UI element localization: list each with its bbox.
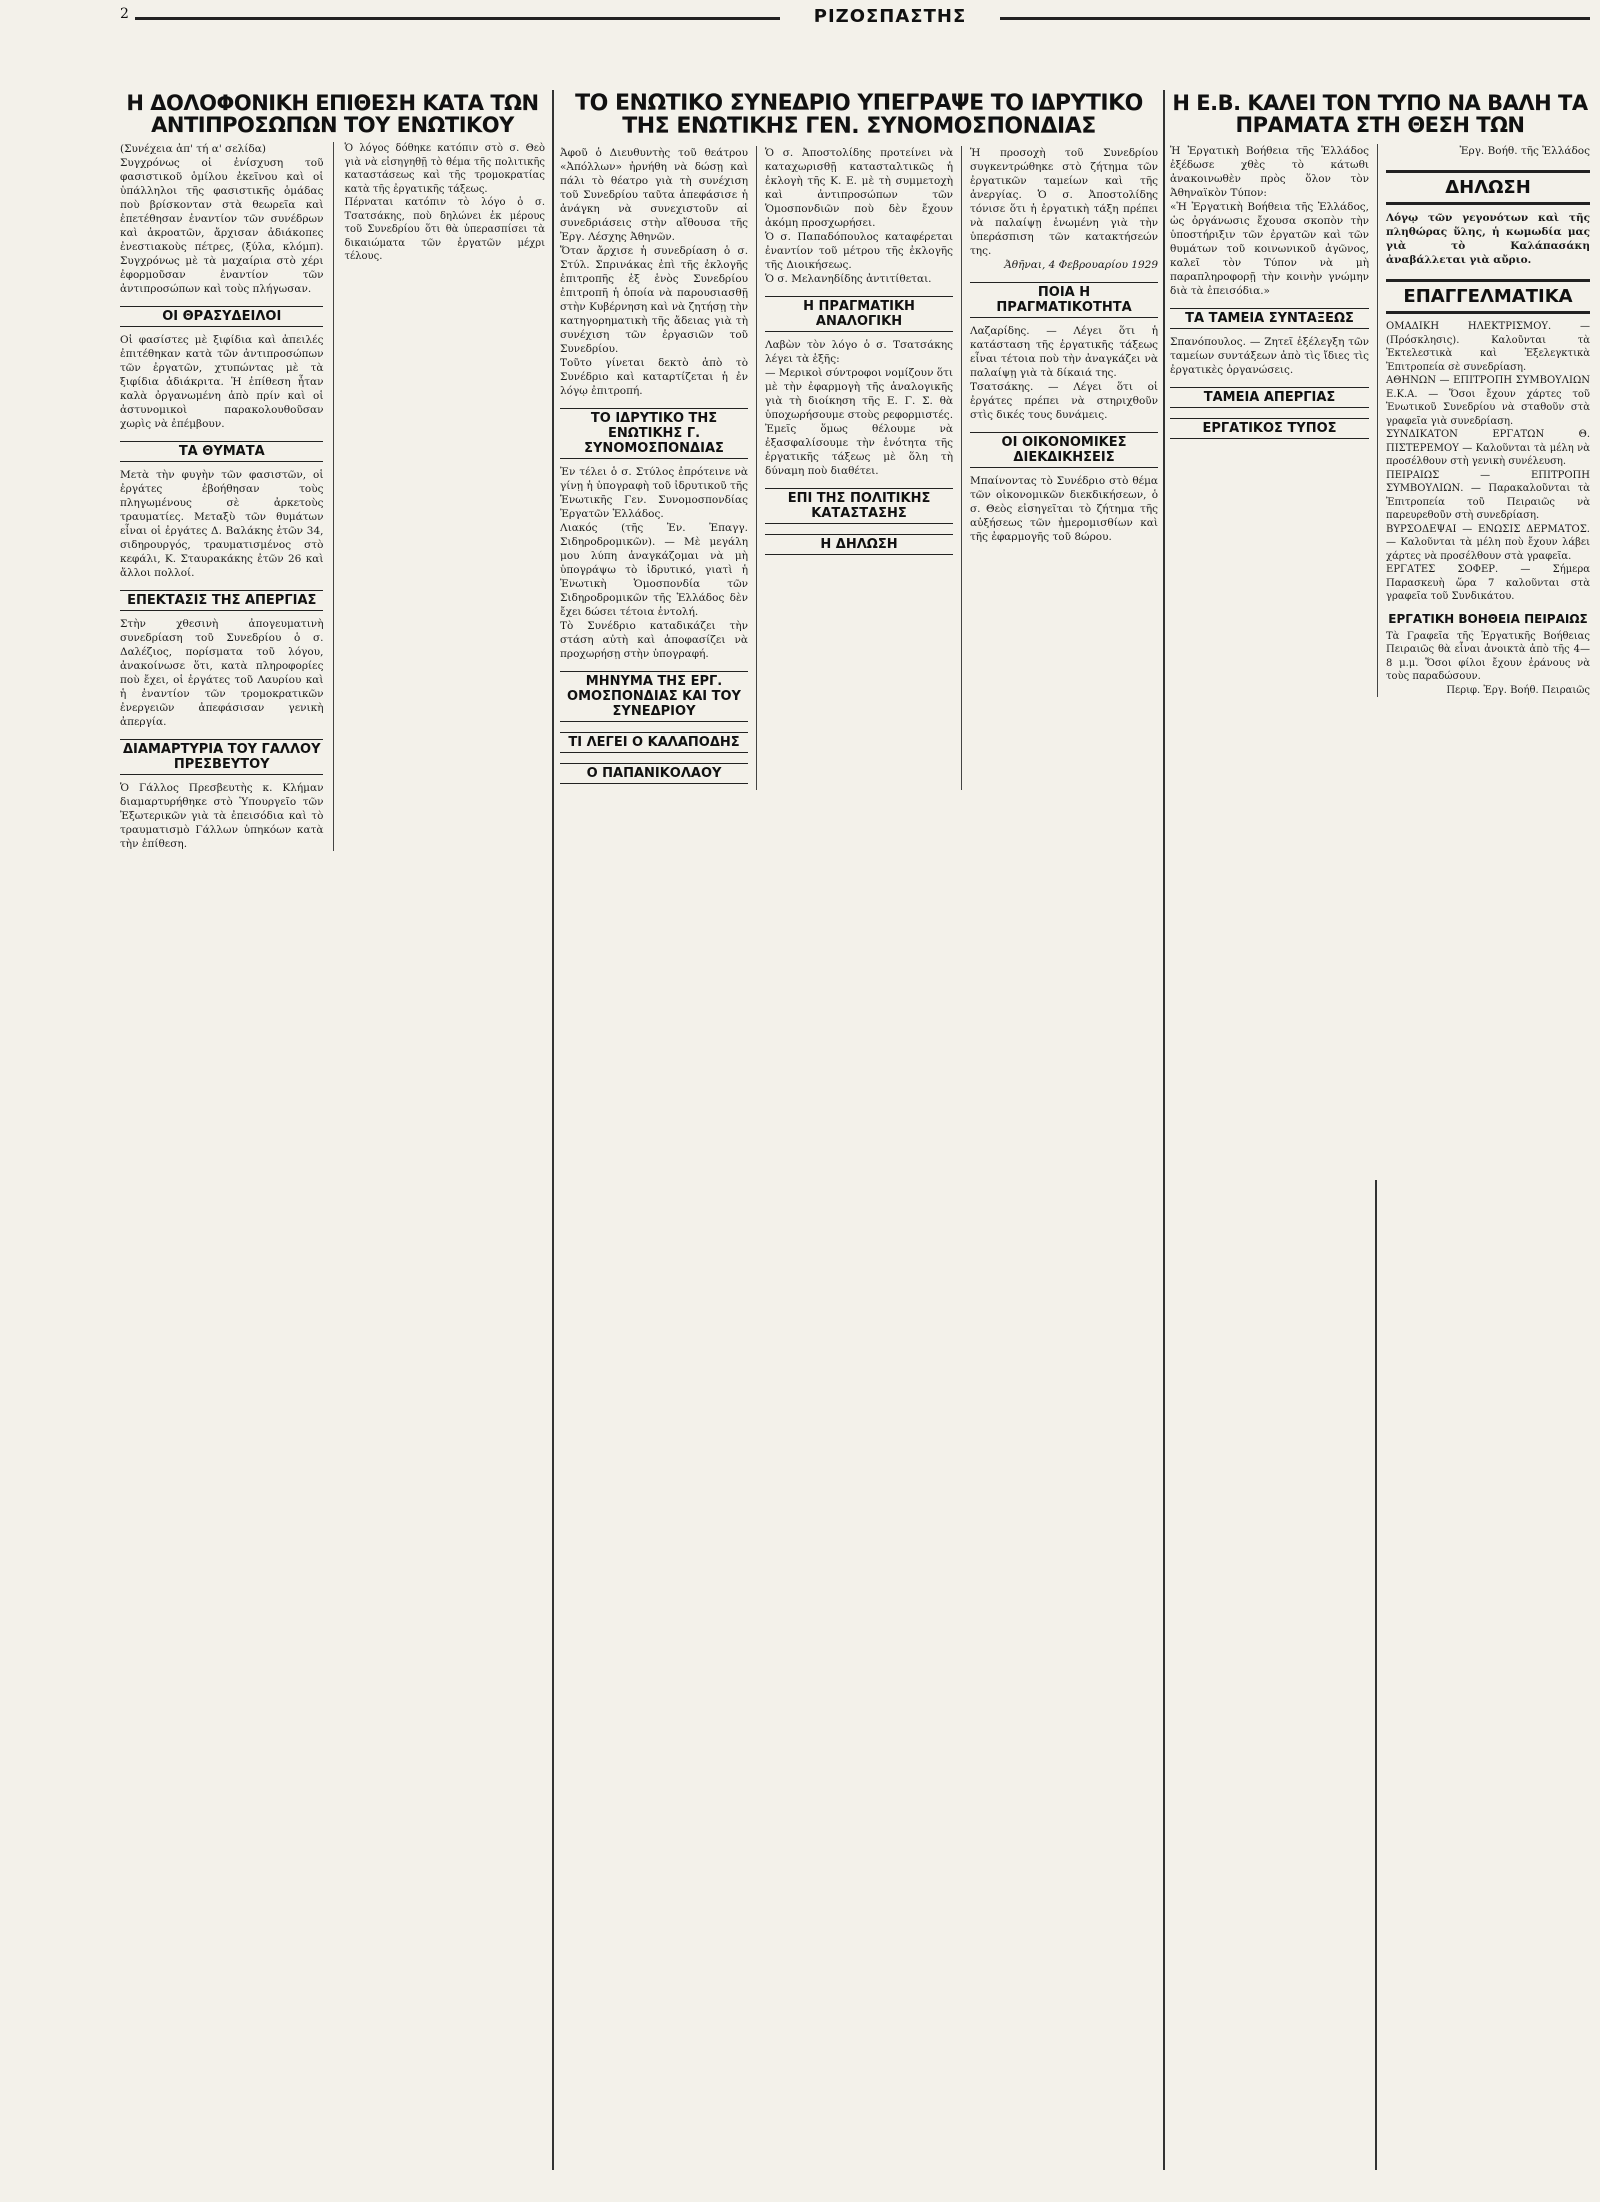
section-title: ΕΡΓΑΤΙΚΟΣ ΤΥΠΟΣ — [1170, 418, 1369, 439]
headline-congress: ΤΟ ΕΝΩΤΙΚΟ ΣΥΝΕΔΡΙΟ ΥΠΕΓΡΑΨΕ ΤΟ ΙΔΡΥΤΙΚΟ ΤΗΣ ΕΝΩΤΙΚΗΣ ΓΕΝ. ΣΥΝΟΜΟΣΠΟΝΔΙΑΣ — [575, 91, 1143, 140]
section-title: Η ΠΡΑΓΜΑΤΙΚΗ ΑΝΑΛΟΓΙΚΗ — [765, 296, 953, 332]
article-congress — [560, 91, 1162, 2192]
congress-text: Λαζαρίδης. — Λέγει ὅτι ἡ κατάσταση τῆς ἐργατικῆς τάξεως εἶναι τέτοια ποὺ τὴν ἀναγκάζει νὰ παλαίψῃ γιὰ τὰ δίκαιά της. Τσατσάκης. — Λέγει ὅτι οἱ ἐργάτες πρέπει νὰ στηριχθοῦν στὶς δικές τους δυνάμεις. — [970, 325, 1159, 422]
professional-item: ΑΘΗΝΩΝ — ΕΠΙΤΡΟΠΗ ΣΥΜΒΟΥΛΙΩΝ Ε.Κ.Α. — Ὅσοι ἔχουν χάρτες τοῦ Ἑνωτικοῦ Συνεδρίου νὰ σταθοῦν στὰ γραφεῖα γιὰ συνεδρίαση. — [1386, 375, 1594, 427]
article-workers-aid — [1170, 91, 1594, 2192]
notice-title: ΔΗΛΩΣΗ — [1386, 170, 1590, 205]
article-lead: (Συνέχεια ἀπ' τή α' σελίδα) Συγχρόνως οἱ ἐνίσχυση τοῦ φασιστικοῦ ὁμίλου ἐκεῖνου καὶ οἱ ὑπάλληλοι τῆς φασιστικῆς ὁμάδας ποὺ βρίσκονταν στὰ θεωρεῖα καὶ ἐπετέθησαν ἐναντίον τῶν συνέδρων καὶ ἀκροατῶν, ἄρχισαν ἀδιάκοπες ἐνεστιακοὺς πέτρες, (ξύλα, κλόμπ). Συγχρόνως μὲ τὰ μαχαίρια στὸ χέρι ἐφορμοῦσαν ἐναντίον τῶν ἀντιπροσώπων καὶ τοὺς πλήγωσαν. — [120, 143, 324, 296]
section-title: ΤΑΜΕΙΑ ΑΠΕΡΓΙΑΣ — [1170, 387, 1369, 408]
congress-text: Ἡ προσοχὴ τοῦ Συνεδρίου συγκεντρώθηκε στὸ ζήτημα τῶν ἐργατικῶν ταμείων καὶ τῆς ἀνεργίας. Ὁ σ. Ἀποστολίδης τόνισε ὅτι ἡ ἐργατικὴ τάξη πρέπει νὰ παλαίψῃ ἑνωμένη γιὰ τὴν ὑπεράσπιση τῶν κατακτήσεών της. — [970, 147, 1162, 258]
section-title: Ο ΠΑΠΑΝΙΚΟΛΑΟΥ — [560, 763, 748, 784]
professional-item: ΠΕΙΡΑΙΩΣ — ΕΠΙΤΡΟΠΗ ΣΥΜΒΟΥΛΙΩΝ. — Παρακαλοῦνται τὰ Ἐπιτροπεία τοῦ Πειραιῶς νὰ παρευρεθοῦν στὴ συνεδρίαση. — [1386, 469, 1594, 522]
congress-text: Λαβὼν τὸν λόγο ὁ σ. Τσατσάκης λέγει τὰ ἑξῆς: — Μερικοὶ σύντροφοι νομίζουν ὅτι μὲ τὴν ἐφαρμογὴ τῆς ἀναλογικῆς γιὰ τὴ διοίκηση τῆς Ε. Γ. Σ. θὰ ὑποχωρήσουμε στοὺς ρεφορμιστές. Ἐμεῖς ὅμως θέλουμε νὰ ἐξασφαλίσουμε τὴν ἑνότητα τῆς ἐργατικῆς τάξεως μὲ ὅλη τὴ δύναμη ποὺ διαθέτει. — [765, 339, 954, 478]
section-text: Στὴν χθεσινὴ ἀπογευματινὴ συνεδρίαση τοῦ Συνεδρίου ὁ σ. Δαλέζιος, πορίσματα τοῦ λόγου, ἀνακοίνωσε ὅτι, κατὰ πληροφορίες ποὺ ἔχει, οἱ ἐργάτες τοῦ Λαυρίου καὶ ἡ ἐναντίον τῶν τρομοκρατικῶν ἐνεργειῶν ἀπεφάσισαν γενικὴ ἀπεργία. — [120, 618, 327, 729]
notice-text: Λόγῳ τῶν γεγονότων καὶ τῆς πληθώρας ὕλης, ἡ κωμωδία μας γιὰ τὸ Καλάπασάκη ἀναβάλλεται γιὰ αὔριο. — [1386, 212, 1594, 267]
section-title: ΕΠΙ ΤΗΣ ΠΟΛΙΤΙΚΗΣ ΚΑΤΑΣΤΑΣΗΣ — [765, 488, 953, 524]
workers-aid-piraeus-title: ΕΡΓΑΤΙΚΗ ΒΟΗΘΕΙΑ ΠΕΙΡΑΙΩΣ — [1388, 611, 1588, 626]
section-title: ΤΟ ΙΔΡΥΤΙΚΟ ΤΗΣ ΕΝΩΤΙΚΗΣ Γ. ΣΥΝΟΜΟΣΠΟΝΔΙΑΣ — [560, 408, 748, 459]
congress-text: Ὁ σ. Ἀποστολίδης προτείνει νὰ καταχωρισθῇ κατασταλτικῶς ἡ ἐκλογὴ τῆς Κ. Ε. μὲ τὴ συμμετοχὴ καὶ ἀντιπροσώπων τῶν Ὁμοσπονδιῶν ποὺ δὲν ἔχουν ἀκόμη προσχωρήσει. Ὁ σ. Παπαδόπουλος καταφέρεται ἐναντίον τοῦ μέτρου τῆς ἐκλογῆς τῆς Διοικήσεως. Ὁ σ. Μελανηδίδης ἀντιτίθεται. — [765, 147, 954, 286]
headline-workers-aid: Η Ε.Β. ΚΑΛΕΙ ΤΟΝ ΤΥΠΟ ΝΑ ΒΑΛΗ ΤΑ ΠΡΑΜΑΤΑ ΣΤΗ ΘΕΣΗ ΤΩΝ — [1172, 91, 1588, 138]
date-line: Ἀθῆναι, 4 Φεβρουαρίου 1929 — [1004, 259, 1159, 272]
article-attack — [120, 92, 545, 2192]
section-title: Η ΔΗΛΩΣΗ — [765, 534, 953, 555]
professional-item: ΟΜΑΔΙΚΗ ΗΛΕΚΤΡΙΣΜΟΥ. — (Πρόσκλησις). Καλοῦνται τὰ Ἐκτελεστικὰ καὶ Ἐξελεγκτικὰ Ἐπιτροπεία σὲ συνεδρίαση. — [1386, 321, 1594, 373]
workers-aid-piraeus-text: Τὰ Γραφεῖα τῆς Ἐργατικῆς Βοήθειας Πειραιῶς θὰ εἶναι ἀνοικτὰ ἀπὸ τῆς 4—8 μ.μ. Ὅσοι φίλοι ἔχουν ἐράνους νὰ τοὺς παραδώσουν. — [1386, 630, 1594, 683]
professional-item: ΣΥΝΔΙΚΑΤΟΝ ΕΡΓΑΤΩΝ Θ. ΠΙΣΤΕΡΕΜΟΥ — Καλοῦνται τὰ μέλη νὰ προσέλθουν στὴ γενικὴ συνέλευση. — [1386, 429, 1594, 468]
section-title: ΟΙ ΘΡΑΣΥΔΕΙΛΟΙ — [120, 306, 323, 327]
section-title: ΟΙ ΟΙΚΟΝΟΜΙΚΕΣ ΔΙΕΚΔΙΚΗΣΕΙΣ — [970, 432, 1158, 468]
section-text: Οἱ φασίστες μὲ ξιφίδια καὶ ἀπειλές ἐπιτέθηκαν κατὰ τῶν ἀντιπροσώπων τῶν ἐργατῶν, χτυπώντας μὲ τὰ ξιφίδια ἀδιάκριτα. Ἡ ἐπίθεση ἦταν καλὰ ὀργανωμένη ἀπὸ πρίν καὶ οἱ ἀστυνομικοὶ παρακολουθοῦσαν χωρὶς νὰ ἐπέμβουν. — [120, 334, 327, 431]
signature: Περιφ. Ἐργ. Βοήθ. Πειραιῶς — [1446, 684, 1590, 696]
section-title: ΤΑ ΤΑΜΕΙΑ ΣΥΝΤΑΞΕΩΣ — [1170, 308, 1369, 329]
column-rule — [552, 90, 554, 2170]
professional-item: ΕΡΓΑΤΕΣ ΣΟΦΕΡ. — Σήμερα Παρασκευὴ ὥρα 7 καλοῦνται στὰ γραφεῖα τοῦ Συνδικάτου. — [1386, 564, 1594, 603]
professional-title: ΕΠΑΓΓΕΛΜΑΤΙΚΑ — [1386, 279, 1590, 314]
signature: Ἐργ. Βοήθ. τῆς Ἑλλάδος — [1459, 145, 1590, 158]
column-rule — [1163, 90, 1165, 2170]
workers-aid-text: Σπανόπουλος. — Ζητεῖ ἐξέλεγξη τῶν ταμείων συντάξεων ἀπὸ τὶς ἴδιες τὶς ἐργατικὲς ὀργανώσεις. — [1170, 336, 1373, 377]
section-title: ΤΑ ΘΥΜΑΤΑ — [120, 441, 323, 462]
headline-attack: Η ΔΟΛΟΦΟΝΙΚΗ ΕΠΙΘΕΣΗ ΚΑΤΑ ΤΩΝ ΑΝΤΙΠΡΟΣΩΠΩΝ ΤΟΥ ΕΝΩΤΙΚΟΥ — [126, 91, 539, 138]
section-title: ΕΠΕΚΤΑΣΙΣ ΤΗΣ ΑΠΕΡΓΙΑΣ — [120, 590, 323, 611]
section-title: ΤΙ ΛΕΓΕΙ Ο ΚΑΛΑΠΟΔΗΣ — [560, 732, 748, 753]
article-continued: Ὁ λόγος δόθηκε κατόπιν στὸ σ. Θεὸ γιὰ νὰ εἰσηγηθῇ τὸ θέμα τῆς πολιτικῆς καταστάσεως καὶ τῆς τρομοκρατίας κατὰ τῆς ἐργατικῆς τάξεως. Πέρναται κατόπιν τὸ λόγο ὁ σ. Τσατσάκης, ποὺ δηλώνει ἐκ μέρους τοῦ Συνεδρίου ὅτι θὰ ὑπερασπίσει τὰ δικαιώματα τῶν ἐργατῶν μέχρι τέλους. — [344, 143, 546, 263]
congress-text: Ἀφοῦ ὁ Διευθυντὴς τοῦ θεάτρου «Ἀπόλλων» ἠρνήθη νὰ δώσῃ καὶ πάλι τὸ θέατρο γιὰ τὴ συνέχιση τοῦ Συνεδρίου ταῦτα ἀπεφάσισε ἡ ἀνάγκη νὰ συνεχιστοῦν αἱ συνεδριάσεις στὴν αἴθουσα τῆς Ἐργ. Λέσχης Ἀθηνῶν. Ὅταν ἄρχισε ἡ συνεδρίαση ὁ σ. Στύλ. Σπρινάκας ἐπὶ τῆς ἐκλογῆς ἐπιτροπῆς ἐξ ἑνὸς Συνεδρίου ἐπιτροπῆ ἡ ὁποία νὰ παρουσιασθῇ στὴν Κυβέρνηση καὶ νὰ ζητήσῃ τὴν κατηγορηματικὴ τῆς ἄδειας γιὰ τὴ συνέχιση τῶν ἐργασιῶν τοῦ Συνεδρίου. Τοῦτο γίνεται δεκτὸ ἀπὸ τὸ Συνέδριο καὶ καταρτίζεται ἡ ἐν λόγῳ ἐπιτροπή. — [560, 147, 749, 398]
section-title: ΜΗΝΥΜΑ ΤΗΣ ΕΡΓ. ΟΜΟΣΠΟΝΔΙΑΣ ΚΑΙ ΤΟΥ ΣΥΝΕΔΡΙΟΥ — [560, 671, 748, 722]
section-title: ΔΙΑΜΑΡΤΥΡΙΑ ΤΟΥ ΓΑΛΛΟΥ ΠΡΕΣΒΕΥΤΟΥ — [120, 739, 323, 775]
congress-text: Μπαίνοντας τὸ Συνέδριο στὸ θέμα τῶν οἰκονομικῶν διεκδικήσεων, ὁ σ. Θεὸς εἰσηγεῖται τὸ ζήτημα τῆς αὐξήσεως τῶν ἡμερομισθίων καὶ τῆς ἐφαρμογῆς τοῦ 8ώρου. — [970, 475, 1162, 544]
page-number: 2 — [120, 6, 135, 22]
congress-text: Ἐν τέλει ὁ σ. Στύλος ἐπρότεινε νὰ γίνῃ ἡ ὑπογραφὴ τοῦ ἰδρυτικοῦ τῆς Ἑνωτικῆς Γεν. Συνομοσπονδίας Ἐργατῶν Ἑλλάδος. Λιακός (τῆς Ἐν. Ἐπαγγ. Σιδηροδρομικῶν). — Μὲ μεγάλη μου λύπη ἀναγκάζομαι νὰ μὴ ὑπογράψω τὸ ἰδρυτικό, γιατὶ ἡ Ἑνωτικὴ Ὁμοσπονδία τῶν Σιδηροδρομικῶν τῆς Ἑλλάδος δὲν ἔχει δώσει τέτοια ἐντολή. Τὸ Συνέδριο καταδικάζει τὴν στάση αὐτὴ καὶ ἀποφασίζει νὰ προχωρήσῃ στὴν ὑπογραφή. — [560, 466, 749, 661]
masthead — [120, 6, 1590, 32]
workers-aid-lead: Ἡ Ἐργατικὴ Βοήθεια τῆς Ἑλλάδος ἐξέδωσε χθὲς τὸ κάτωθι ἀνακοινωθὲν πρὸς ὅλον τὸν Ἀθηναϊκὸν Τύπον: «Ἡ Ἐργατικὴ Βοήθεια τῆς Ἑλλάδος, ὡς ὀργάνωσις ἔχουσα σκοπὸν τὴν ὑποστήριξιν τῶν ἐργατῶν καὶ τῶν θυμάτων τοῦ κοινωνικοῦ ἀγῶνος, καλεῖ τὸν Τύπον νὰ μὴ παραπληροφορῇ τὴν κοινὴν γνώμην διὰ τὰ ἐπεισόδια.» — [1170, 145, 1370, 298]
section-text: Μετὰ τὴν φυγὴν τῶν φασιστῶν, οἱ ἐργάτες ἐβοήθησαν τοὺς πληγωμένους σὲ ἀρκετοὺς τραυματίες. Μεταξὺ τῶν θυμάτων εἶναι οἱ ἐργάτες Δ. Βαλάκης ἐτῶν 34, σιδηρουργός, τραυματισμένος στὸ κεφάλι, Κ. Σταυρακάκης ἐτῶν 26 καὶ ἄλλοι πολλοί. — [120, 469, 327, 580]
paper-name: ΡΙΖΟΣΠΑΣΤΗΣ — [780, 6, 1000, 27]
section-title: ΠΟΙΑ Η ΠΡΑΓΜΑΤΙΚΟΤΗΤΑ — [970, 282, 1158, 318]
section-text: Ὁ Γάλλος Πρεσβευτὴς κ. Κλήμαν διαμαρτυρήθηκε στὸ Ὑπουργεῖο τῶν Ἐξωτερικῶν γιὰ τὰ ἐπεισόδια καὶ τὸ τραυματισμὸ Γάλλων ὑπηκόων κατὰ τὴν ἐπίθεση. — [120, 782, 327, 851]
professional-item: ΒΥΡΣΟΔΕΨΑΙ — ΕΝΩΣΙΣ ΔΕΡΜΑΤΟΣ. — Καλοῦνται τὰ μέλη ποὺ ἔχουν λάβει χάρτες νὰ προσέλθουν στὰ γραφεῖα. — [1386, 523, 1594, 562]
